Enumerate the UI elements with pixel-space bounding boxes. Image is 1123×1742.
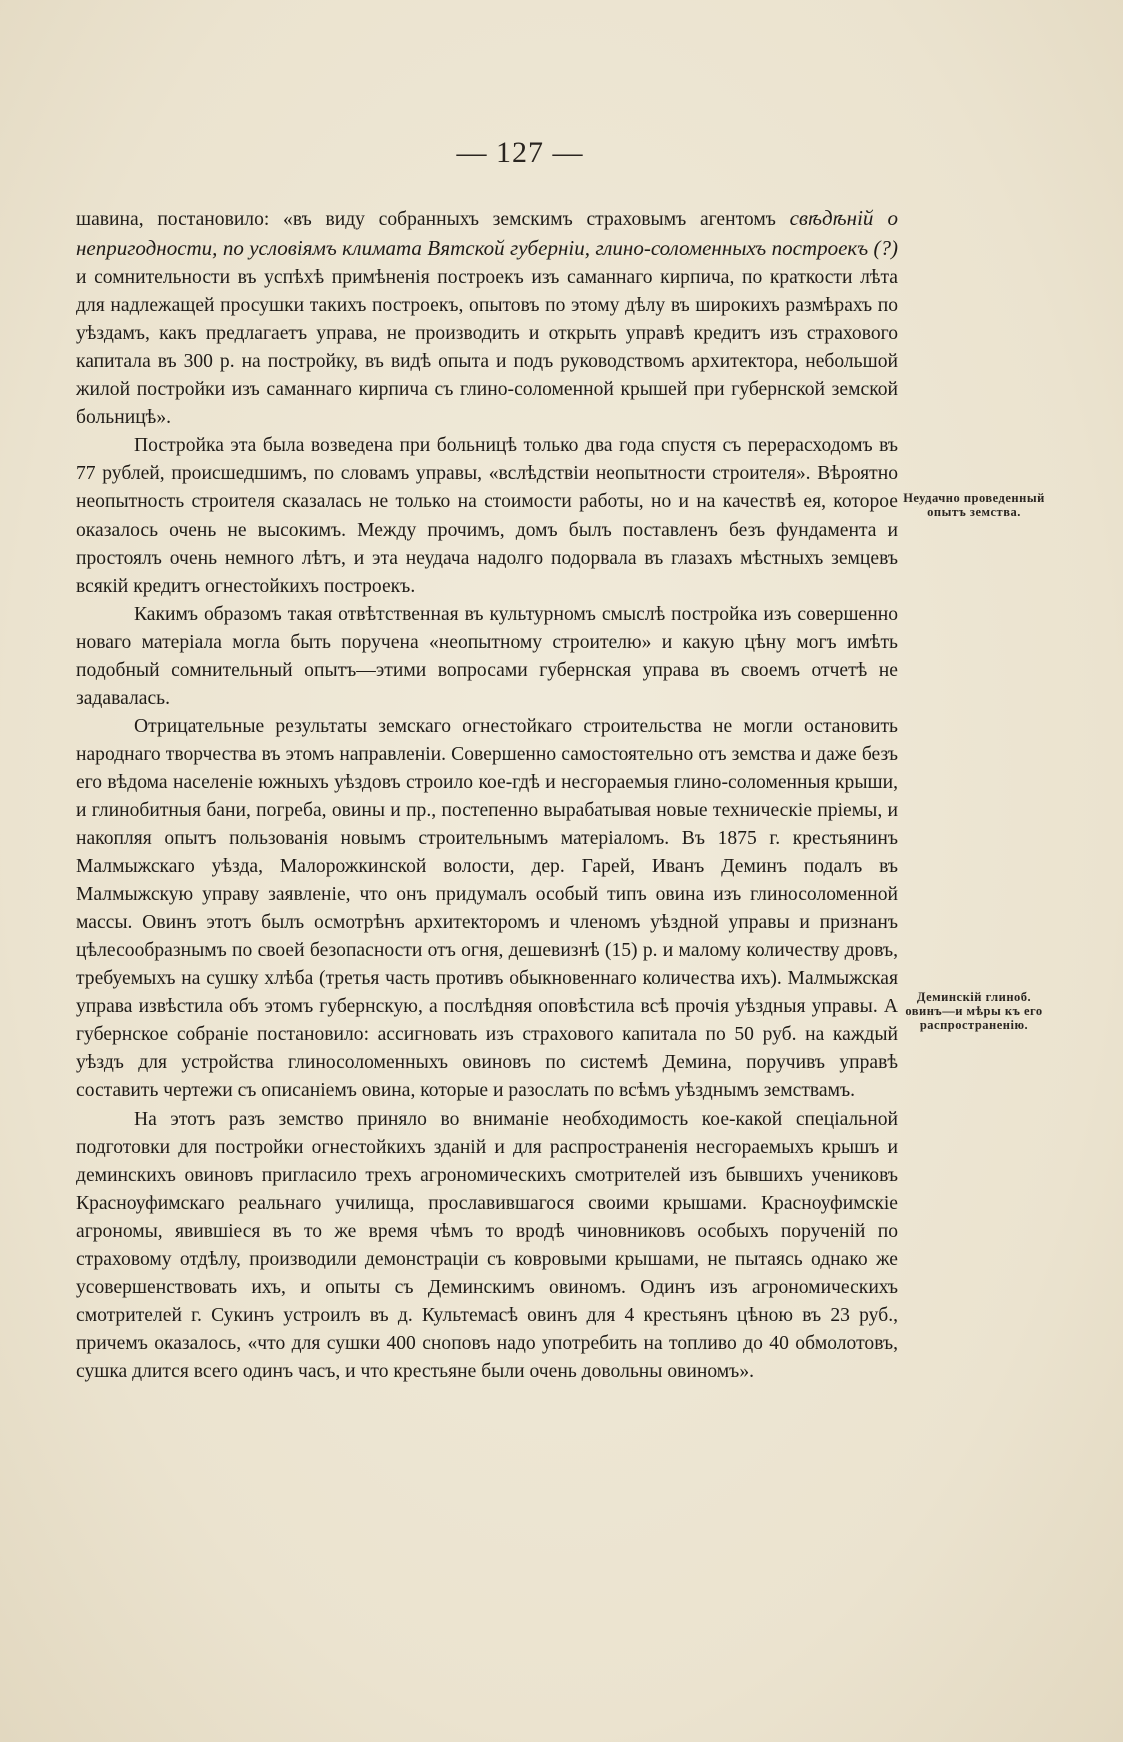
text-run: шавина, постановило: «въ виду собранныхъ земскимъ страховымъ агентомъ <box>76 209 790 230</box>
body-text <box>76 204 898 1386</box>
paragraph <box>76 601 898 713</box>
text-run: и сомнительности въ успѣхѣ примѣненія построекъ изъ саманнаго кирпича, по краткости лѣта для надлежащей просушки такихъ построекъ, опытовъ по этому дѣлу въ широкихъ размѣрахъ по уѣздамъ, какъ предлагаетъ управа, не производить и открыть управѣ кредитъ изъ страхового капитала въ 300 р. на постройку, въ видѣ опыта и подъ руководствомъ архитектора, небольшой жилой постройки изъ саманнаго кирпича съ глино-соломенной крышей при губернской земской больницѣ». <box>76 267 898 429</box>
paragraph <box>76 1106 898 1386</box>
italic-phrase: свѣдѣній о непригодности, по условіямъ климата Вятской губерніи, глино-соломенныхъ построекъ (?) <box>76 206 898 261</box>
paragraph <box>76 713 898 1106</box>
text-run: На этотъ разъ земство приняло во вниманіе необходимость кое-какой спеціальной подготовки для постройки огнестойкихъ зданій и для распространенія несгораемыхъ крышъ и деминскихъ овиновъ пригласило трехъ агрономическихъ смотрителей изъ бывшихъ учениковъ Красноуфимскаго реальнаго училища, прославившагося своими крышами. Красноуфимскіе агрономы, явившіеся въ то же время чѣмъ то вродѣ чиновниковъ особыхъ порученій по страховому отдѣлу, производили демонстраціи съ ковровыми крышами, не пытаясь однако же усовершенствовать ихъ, и опыты съ Деминскимъ овиномъ. Одинъ изъ агрономическихъ смотрителей г. Сукинъ устроилъ въ д. Культемасѣ овинъ для 4 крестьянъ цѣною въ 23 руб., причемъ оказалось, «что для сушки 400 сноповъ надо употребить на топливо до 40 обмолотовъ, сушка длится всего одинъ часъ, и что крестьяне были очень довольны овиномъ». <box>76 1108 898 1382</box>
text-run: Постройка эта была возведена при больницѣ только два года спустя съ перерасходомъ въ 77 рублей, происшедшимъ, по словамъ управы, «вслѣдствіи неопытности строителя». Вѣроятно неопытность строителя сказалась не только на стоимости работы, но и на качествѣ ея, которое оказалось очень не высокимъ. Между прочимъ, домъ былъ поставленъ безъ фундамента и простоялъ очень немного лѣтъ, и эта неудача надолго подорвала въ глазахъ мѣстныхъ земцевъ всякій кредитъ огнестойкихъ построекъ. <box>76 435 898 597</box>
margin-note-failed-experiment: Неудачно проведенный опытъ земства. <box>903 491 1045 519</box>
paragraph <box>76 204 898 432</box>
paragraph <box>76 432 898 600</box>
margin-note-demin-barn: Деминскій глиноб. овинъ—и мѣры къ его распространенію. <box>905 990 1043 1032</box>
text-run: Какимъ образомъ такая отвѣтственная въ культурномъ смыслѣ постройка изъ совершенно новаго матеріала могла быть поручена «неопытному строителю» и какую цѣну могъ имѣть подобный сомнительный опытъ—этими вопросами губернская управа въ своемъ отчетѣ не задавалась. <box>76 603 898 709</box>
page-number: — 127 — <box>456 136 584 169</box>
text-run: Отрицательные результаты земскаго огнестойкаго строительства не могли остановить народнаго творчества въ этомъ направленіи. Совершенно самостоятельно отъ земства и даже безъ его вѣдома населеніе южныхъ уѣздовъ строило кое-гдѣ и несгораемыя глино-соломенныя крыши, и глинобитныя бани, погреба, овины и пр., постепенно вырабатывая новые техническіе пріемы, и накопляя опытъ пользованія новымъ строительнымъ матеріаломъ. Въ 1875 г. крестьянинъ Малмыжскаго уѣзда, Малорожкинской волости, дер. Гарей, Иванъ Деминъ подалъ въ Малмыжскую управу заявленіе, что онъ придумалъ особый типъ овина изъ глиносоломенной массы. Овинъ этотъ былъ осмотрѣнъ архитекторомъ и членомъ уѣздной управы и признанъ цѣлесообразнымъ по своей безопасности отъ огня, дешевизнѣ (15) р. и малому количеству дровъ, требуемыхъ на сушку хлѣба (третья часть противъ обыкновеннаго количества ихъ). Малмыжская управа извѣстила объ этомъ губернскую, а послѣдняя оповѣстила всѣ прочія уѣздныя управы. А губернское собраніе постановило: ассигновать изъ страхового капитала по 50 руб. на каждый уѣздъ для устройства глиносоломенныхъ овиновъ по системѣ Демина, поручивъ управѣ составить чертежи съ описаніемъ овина, которые и разослать по всѣмъ уѣзднымъ земствамъ. <box>76 715 898 1102</box>
